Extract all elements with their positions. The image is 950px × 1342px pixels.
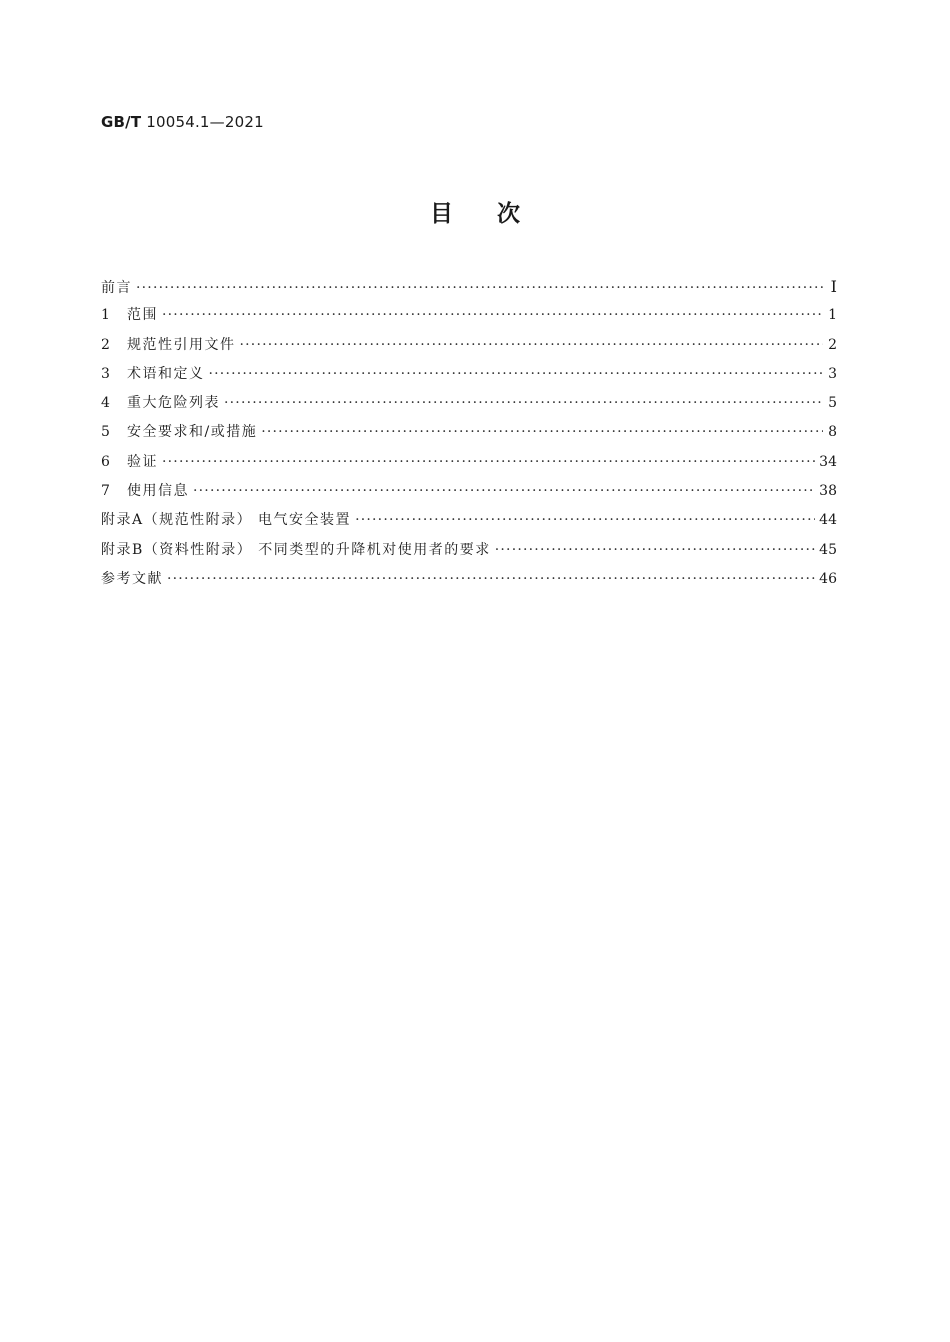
toc-entry-label: 参考文献 <box>101 570 163 587</box>
standard-number: 10054.1—2021 <box>146 113 264 131</box>
standard-prefix: GB/T <box>101 113 142 131</box>
table-of-contents <box>101 272 837 594</box>
toc-leader-dots <box>209 360 824 389</box>
toc-entry-number: 4 <box>101 395 110 412</box>
toc-entry-label: 前言 <box>101 280 132 296</box>
toc-entry-bibliography[interactable] <box>101 565 837 594</box>
toc-leader-dots <box>355 506 815 535</box>
toc-entry-page: Ⅰ <box>830 277 837 296</box>
toc-entry-number: 3 <box>101 365 110 382</box>
toc-entry-5[interactable] <box>101 418 837 447</box>
toc-leader-dots <box>224 389 823 418</box>
toc-entry-page: 34 <box>819 453 837 470</box>
toc-entry-page: 2 <box>828 336 837 353</box>
toc-entry-page: 1 <box>828 307 837 324</box>
toc-entry-page: 44 <box>819 512 837 529</box>
toc-entry-label: 使用信息 <box>127 483 189 500</box>
toc-entry-number: 2 <box>101 336 110 353</box>
toc-leader-dots <box>162 448 815 477</box>
toc-leader-dots <box>136 274 823 303</box>
toc-entry-page: 46 <box>819 570 837 587</box>
toc-entry-3[interactable] <box>101 360 837 389</box>
toc-entry-6[interactable] <box>101 448 837 477</box>
toc-leader-dots <box>193 477 815 506</box>
toc-entry-label: 附录B（资料性附录） 不同类型的升降机对使用者的要求 <box>101 541 491 558</box>
toc-entry-4[interactable] <box>101 389 837 418</box>
toc-leader-dots <box>167 565 815 594</box>
toc-entry-label: 验证 <box>127 453 158 470</box>
toc-leader-dots <box>162 301 823 330</box>
toc-entry-foreword[interactable] <box>101 272 837 301</box>
toc-entry-number: 1 <box>101 307 110 324</box>
toc-entry-page: 5 <box>828 395 837 412</box>
toc-entry-annex-a[interactable] <box>101 506 837 535</box>
toc-leader-dots <box>261 418 823 447</box>
toc-entry-label: 安全要求和/或措施 <box>127 424 258 441</box>
toc-entry-label: 范围 <box>127 307 158 324</box>
toc-entry-number: 6 <box>101 453 110 470</box>
toc-entry-7[interactable] <box>101 477 837 506</box>
toc-entry-2[interactable] <box>101 331 837 360</box>
toc-entry-label: 规范性引用文件 <box>127 336 236 353</box>
toc-entry-page: 3 <box>828 365 837 382</box>
toc-entry-number: 7 <box>101 483 110 500</box>
toc-leader-dots <box>495 536 815 565</box>
toc-entry-label: 重大危险列表 <box>127 395 220 412</box>
toc-entry-page: 38 <box>819 483 837 500</box>
toc-title: 目次 <box>430 201 564 227</box>
standard-code <box>101 113 264 131</box>
toc-entry-annex-b[interactable] <box>101 536 837 565</box>
toc-entry-number: 5 <box>101 424 110 441</box>
toc-entry-page: 8 <box>828 424 837 441</box>
toc-entry-label: 附录A（规范性附录） 电气安全装置 <box>101 512 352 529</box>
toc-entry-1[interactable] <box>101 301 837 330</box>
toc-entry-page: 45 <box>819 541 837 558</box>
toc-leader-dots <box>240 331 824 360</box>
toc-entry-label: 术语和定义 <box>127 365 205 382</box>
